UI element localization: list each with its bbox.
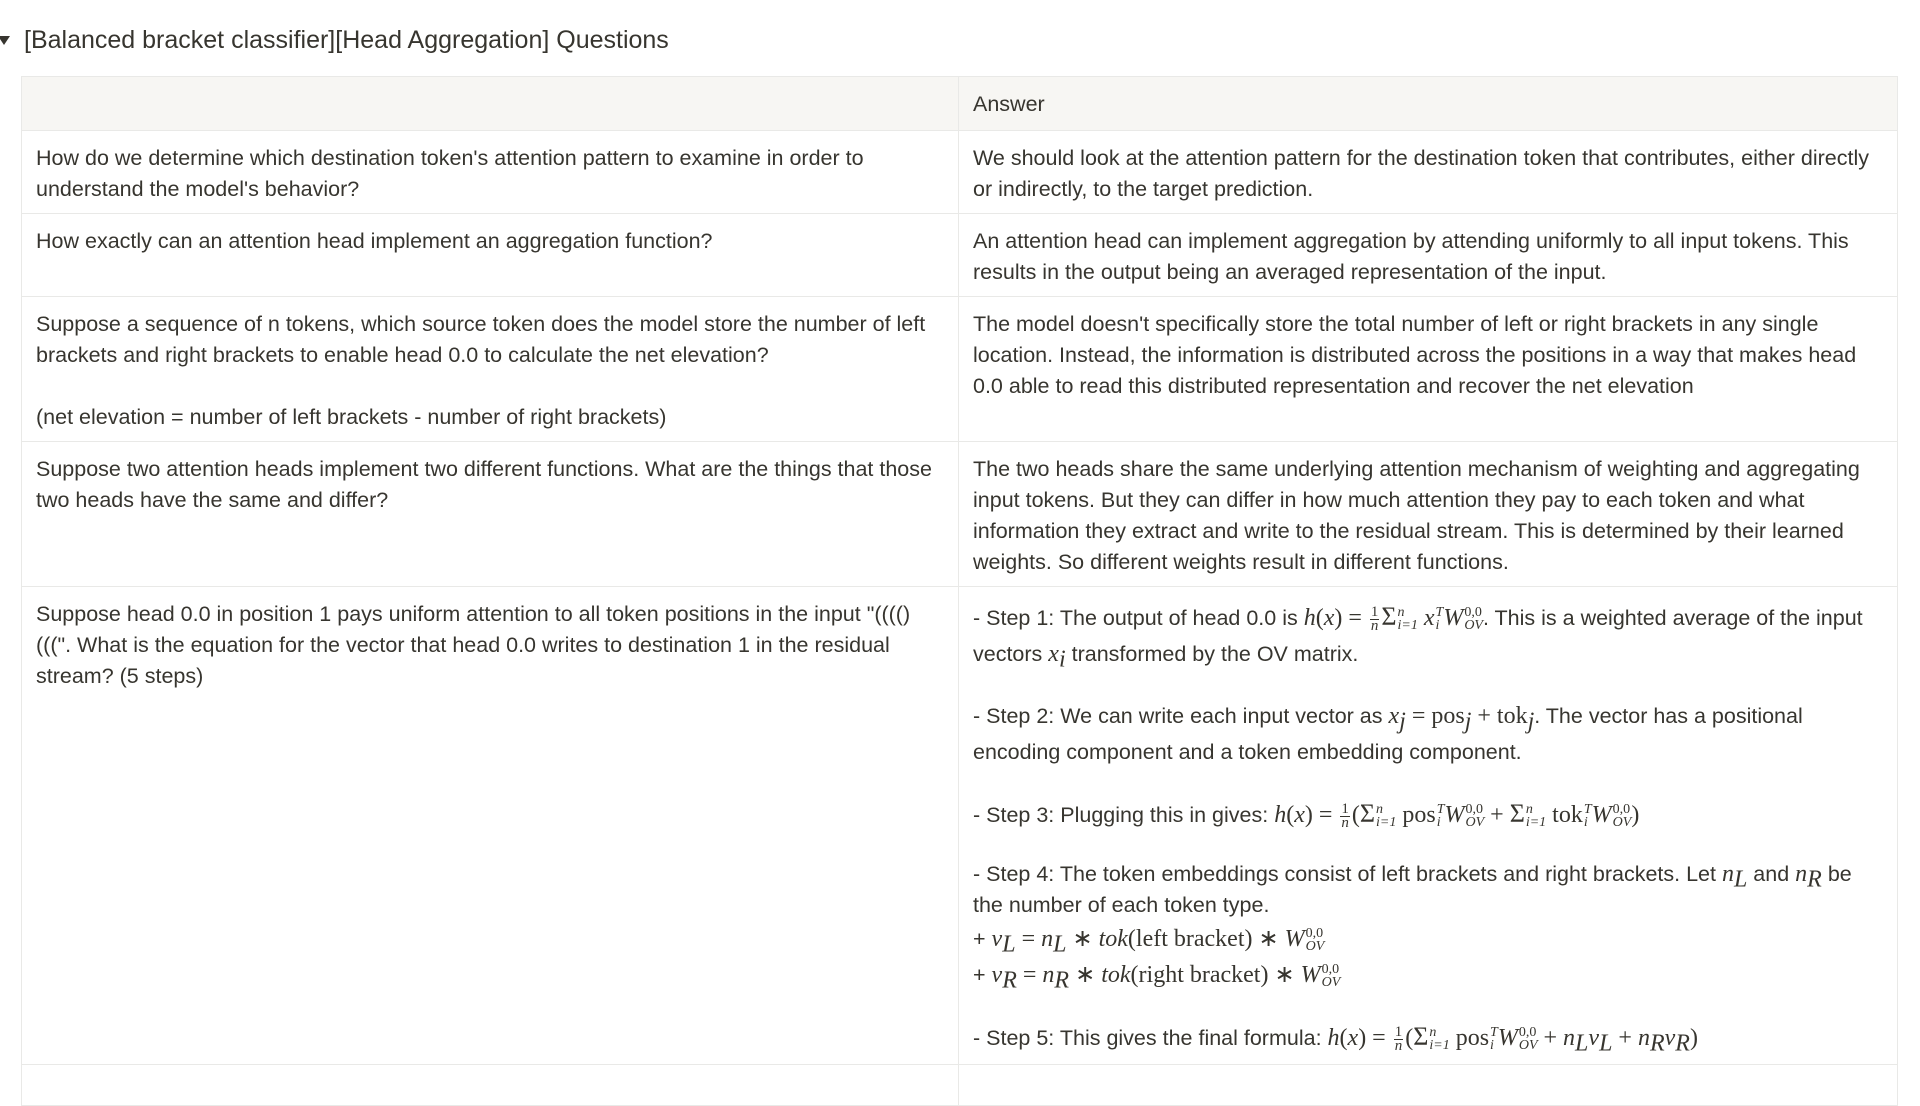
table-header-row bbox=[22, 77, 1898, 131]
question-cell[interactable] bbox=[22, 214, 959, 297]
table-row bbox=[22, 131, 1898, 214]
answer-cell[interactable] bbox=[959, 131, 1898, 214]
step-4-v-right: + $v_R = n_R$ ∗ tok(right bracket) ∗ W 0,0 OV bbox=[973, 962, 1341, 994]
question-text: How exactly can an attention head implement an aggregation function? bbox=[36, 229, 713, 253]
step-4: - Step 4: The token embeddings consist of left brackets and right brackets. Let $n_L$ and $n_R$ be the number of each token type. bbox=[973, 861, 1852, 917]
column-header-question[interactable] bbox=[22, 77, 959, 131]
answer-text: We should look at the attention pattern for the destination token that contributes, either directly or indirectly, to the target prediction. bbox=[973, 146, 1869, 201]
answer-text: The two heads share the same underlying attention mechanism of weighting and aggregating input tokens. But they can differ in how much attention they pay to each token and what information they extract and write to the residual stream. This is determined by their learned weights. So different weights result in different functions. bbox=[973, 457, 1860, 574]
formula-step-5: h bbox=[1327, 1025, 1340, 1051]
answer-cell[interactable] bbox=[959, 214, 1898, 297]
question-cell[interactable] bbox=[22, 442, 959, 587]
toggle-caret-icon[interactable] bbox=[0, 36, 10, 45]
question-cell[interactable] bbox=[22, 587, 959, 1065]
table-row bbox=[22, 587, 1898, 1065]
qa-table bbox=[21, 76, 1898, 1106]
step-5: - Step 5: This gives the final formula: h(x) = $\frac{1}{n}$ (Σ n i=1 pos T i W 0,0 OV + $n_Lv_L + n_Rv_R$) bbox=[973, 1022, 1698, 1057]
table-row-empty bbox=[22, 1065, 1898, 1106]
step-2: - Step 2: We can write each input vector as $x_j = pos_j + tok_j$. The vector has a positional encoding component and a token embedding component. bbox=[973, 703, 1803, 764]
fraction-1-over-n: $\frac{1}{n}$ bbox=[1370, 603, 1379, 634]
table-row bbox=[22, 214, 1898, 297]
question-cell[interactable] bbox=[22, 131, 959, 214]
question-text: How do we determine which destination token's attention pattern to examine in order to understand the model's behavior? bbox=[36, 146, 864, 201]
empty-cell[interactable] bbox=[959, 1065, 1898, 1106]
question-text: Suppose head 0.0 in position 1 pays uniform attention to all token positions in the input "(((()(((". What is the equation for the vector that head 0.0 writes to destination 1 in the residual stream? (5 steps) bbox=[36, 602, 911, 688]
question-text: Suppose a sequence of n tokens, which source token does the model store the number of left brackets and right brackets to enable head 0.0 to calculate the net elevation? bbox=[36, 312, 926, 367]
answer-cell[interactable] bbox=[959, 297, 1898, 442]
empty-cell[interactable] bbox=[22, 1065, 959, 1106]
toggle-title: [Balanced bracket classifier][Head Aggregation] Questions bbox=[24, 26, 669, 54]
step-3: - Step 3: Plugging this in gives: h(x) = $\frac{1}{n}$ (Σ n i=1 pos T i W 0,0 OV + Σ n i=1 tok T i W 0,0 OV ) bbox=[973, 799, 1640, 831]
question-note: (net elevation = number of left brackets - number of right brackets) bbox=[36, 405, 667, 429]
table-row bbox=[22, 442, 1898, 587]
answer-cell[interactable] bbox=[959, 442, 1898, 587]
question-text: Suppose two attention heads implement two different functions. What are the things that those two heads have the same and differ? bbox=[36, 457, 932, 512]
answer-text: An attention head can implement aggregation by attending uniformly to all input tokens. This results in the output being an averaged representation of the input. bbox=[973, 229, 1849, 284]
question-cell[interactable] bbox=[22, 297, 959, 442]
step-4-v-left: + $v_L = n_L$ ∗ tok(left bracket) ∗ W 0,0 OV bbox=[973, 926, 1325, 958]
formula-step-3: h bbox=[1274, 802, 1287, 828]
toggle-block-header[interactable] bbox=[0, 22, 669, 58]
step-1: - Step 1: The output of head 0.0 is h(x) = $\frac{1}{n}$ Σ n i=1 x T i W 0,0 OV . This is a weighted average of the input vectors $x_i$ transformed by the OV matrix. bbox=[973, 602, 1863, 673]
formula-step-1: h bbox=[1303, 605, 1316, 631]
column-header-answer[interactable]: Answer bbox=[959, 77, 1898, 131]
answer-text: The model doesn't specifically store the total number of left or right brackets in any single location. Instead, the information is distributed across the positions in a way that makes head 0.0 able to read this distributed representation and recover the net elevation bbox=[973, 312, 1857, 398]
table-row bbox=[22, 297, 1898, 442]
formula-step-2: x bbox=[1388, 703, 1400, 729]
answer-cell[interactable] bbox=[959, 587, 1898, 1065]
